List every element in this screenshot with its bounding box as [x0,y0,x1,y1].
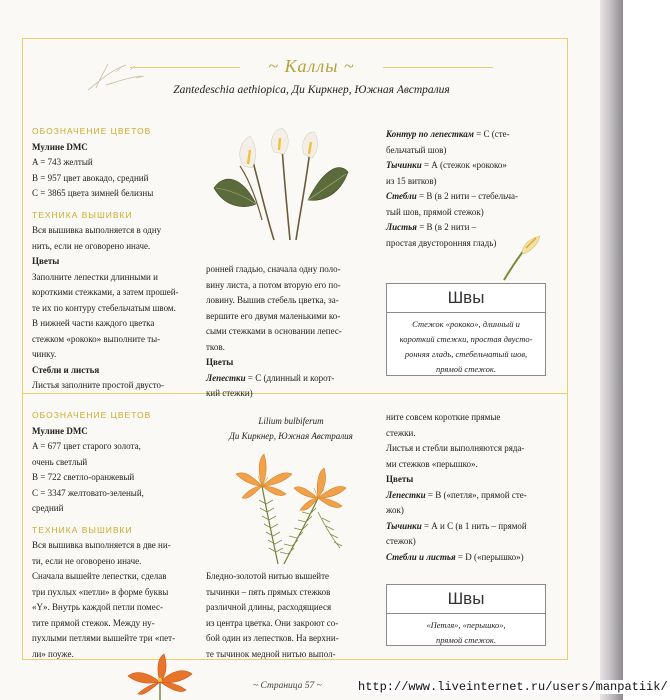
s2-right-text: = D («перышко») [455,551,524,562]
s1-right-text: простая двусторонняя гладь) [386,237,497,248]
s2-technique-line: тите прямой стежок. Между ну- [32,617,155,628]
s2-right-heading: Цветы [386,474,414,484]
s1-technique-line: нить, если не оговорено иначе. [32,240,151,251]
s2-right-line: Листья и стебли выполняются ряда- [386,443,525,453]
s2-technique-line: три пухлых «петли» в форме буквы [32,586,169,597]
s2-right-text: жок) [386,505,404,515]
s2-legend-line: A = 677 цвет старого золота, [32,441,141,451]
lily-illustration [222,448,382,568]
s1-legend-line: A = 743 желтый [32,157,93,167]
s1-flowers-heading: Цветы [32,256,60,266]
s1-flowers-line: В нижней части каждого цветка [32,318,155,328]
s1-legend-brand: Мулине DMC [32,141,88,152]
s2-right-label: Лепестки [386,489,426,500]
s1-mid-line: вину листа, а потом вторую его по- [206,279,341,290]
s1-stitches-box [386,283,546,376]
s2-technique-line: ти, если не оговорено иначе. [32,555,142,566]
s1-mid-petals-label: Лепестки [206,372,246,383]
s2-mid-line: Бледно-золотой нитью вышейте [206,571,330,581]
s1-right-label: Стебли [386,191,417,201]
s1-stitches-line: прямой стежок. [436,364,496,374]
s1-right-label: Листья [386,222,417,232]
s1-stems-line: Листья заполните простой двусто- [32,380,165,390]
s2-mid-line: из центра цветка. Они закроют со- [206,617,339,628]
s1-right-text: бельчатый шов) [386,144,447,155]
s2-mid-column [206,569,376,662]
s1-right-text: = В (в 2 нити – [416,222,477,232]
small-calla-illustration [500,232,545,282]
s1-stitches-title: Швы [387,284,545,313]
s1-right-text: из 15 витков) [386,175,437,186]
s2-legend-line: средний [32,503,64,513]
s2-legend-brand: Мулине DMC [32,425,88,436]
s2-right-text: = А и С (в 1 нить – прямой [421,520,527,531]
s2-mid-line: бой один из лепестков. На верхни- [206,633,339,643]
bottom-lily-illustration [120,654,200,700]
s1-legend-heading: ОБОЗНАЧЕНИЕ ЦВЕТОВ [32,126,152,136]
s1-flowers-line: короткими стежками, а затем прошей- [32,287,179,297]
s1-mid-line: сыми стежками в основании лепес- [206,326,342,336]
watermark-url: http://www.liveinternet.ru/users/manpatiik/ [358,680,668,694]
s2-stitches-title: Швы [387,585,545,614]
s2-stitches-line: прямой стежок. [436,635,496,645]
s2-right-line: ми стежков «перышко». [386,458,478,469]
s2-mid-line: те тычинок медной нитью выпол- [206,648,336,659]
s1-right-text: = С (сте- [473,129,510,139]
s1-mid-petals-text: = С (длинный и корот- [245,372,335,383]
s2-left-column [32,408,212,662]
s2-stitches-line: «Петля», «перышко», [426,620,506,630]
s1-stitches-line: ронняя гладь, стебельчатый шов, [404,349,528,359]
s1-mid-line: тков. [206,341,225,352]
page-subtitle: Zantedeschia aethiopica, Ди Киркнер, Южная Австралия [173,84,450,96]
s1-flowers-line: чинку. [32,349,57,359]
s1-mid-line: вершите его двумя маленькими ко- [206,310,341,321]
s2-right-column [386,410,566,565]
s2-right-line: стежки. [386,427,416,438]
s2-mid-line: различной длины, расходящиеся [206,602,332,612]
s1-stems-heading: Стебли и листья [32,364,100,375]
s2-mid-line: тычинки – пять прямых стежков [206,586,331,597]
page-title: ~ Каллы ~ [268,56,355,76]
page-number: ~ Страница 57 ~ [253,681,322,691]
calla-lily-illustration [212,128,352,246]
s1-flowers-line: стежком «рококо» выполните ты- [32,333,161,344]
s1-right-text: тый шов, прямой стежок) [386,206,484,217]
s2-technique-line: ли» поуже. [32,648,74,659]
s1-mid-heading: Цветы [206,357,234,367]
s1-right-label: Контур по лепесткам [386,129,474,139]
s2-right-text: = В («петля», прямой сте- [425,489,527,500]
book-spine [600,0,623,700]
s2-right-label: Тычинки [386,520,422,531]
s2-right-text: стежок) [386,536,416,546]
s2-caption-author: Ди Киркнер, Южная Австралия [229,431,353,441]
s2-right-line: ните совсем короткие прямые [386,412,501,422]
s1-right-text: = А (стежок «рококо» [421,160,507,170]
s2-legend-heading: ОБОЗНАЧЕНИЕ ЦВЕТОВ [32,410,152,420]
s1-technique-line: Вся вышивка выполняется в одну [32,225,162,235]
s2-legend-line: B = 722 светло-оранжевый [32,472,135,482]
s1-mid-column [206,262,376,402]
s2-right-label: Стебли и листья [386,551,456,562]
s2-stitches-box [386,584,546,646]
s1-flowers-line: Заполните лепестки длинными и [32,271,158,282]
s2-legend-line: C = 3347 желтовато-зеленый, [32,487,144,498]
s1-stitches-line: короткий стежки, простая двусто- [399,334,533,344]
s2-legend-line: очень светлый [32,456,88,467]
s1-stitches-line: Стежок «рококо», длинный и [412,319,520,329]
s1-flowers-line: те их по контуру стебельчатым швом. [32,302,176,313]
s2-caption-species: Lilium bulbiferum [258,416,324,426]
s1-right-text: = В (в 2 нити – стебельча- [416,191,519,201]
s2-technique-heading: ТЕХНИКА ВЫШИВКИ [32,524,133,535]
s1-mid-line: ловину. Вышив стебель цветка, за- [206,295,339,305]
s1-technique-heading: ТЕХНИКА ВЫШИВКИ [32,209,133,220]
s1-mid-petals-end: кий стежки) [206,388,253,398]
s1-legend-line: C = 3865 цвета зимней белизны [32,188,154,198]
s1-left-column [32,124,212,394]
s2-technique-line: Сначала вышейте лепестки, сделав [32,571,167,581]
s1-legend-line: B = 957 цвет авокадо, средний [32,172,149,183]
s2-technique-line: Вся вышивка выполняется в две ни- [32,540,171,550]
s1-right-label: Тычинки [386,160,422,170]
s2-caption [206,414,376,444]
s2-technique-line: пухлыми петлями вышейте три «пет- [32,633,176,643]
s1-mid-line: ронней гладью, сначала одну поло- [206,264,341,274]
s2-technique-line: «Y». Внутрь каждой петли помес- [32,602,163,612]
